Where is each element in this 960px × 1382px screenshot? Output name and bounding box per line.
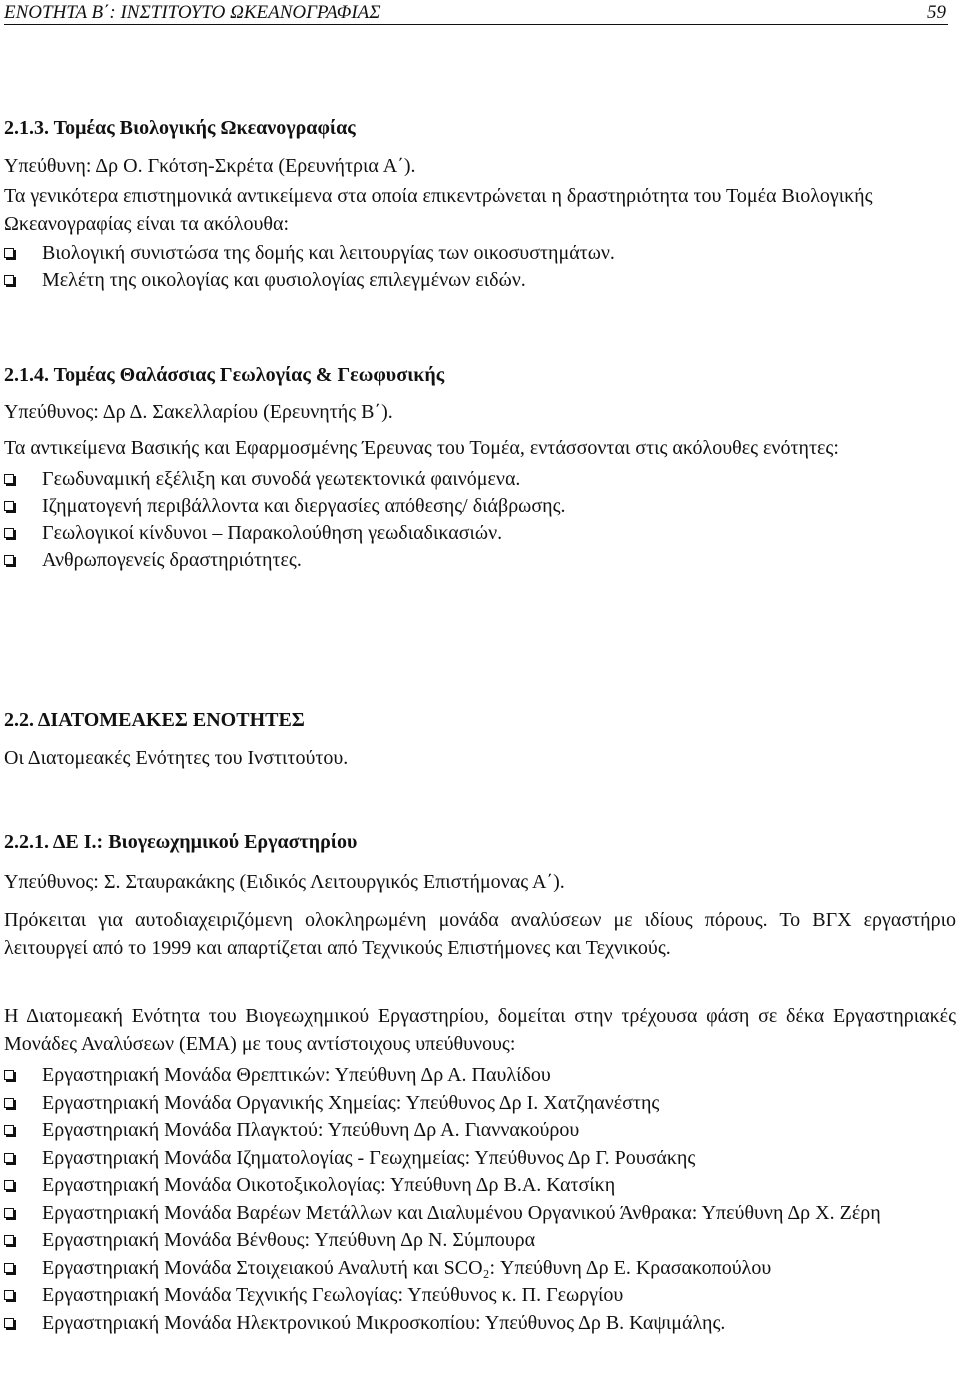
checkbox-bullet-icon (4, 1290, 14, 1300)
list-item: Γεωδυναμική εξέλιξη και συνοδά γεωτεκτονικά φαινόμενα. (4, 466, 956, 493)
checkbox-bullet-icon (4, 555, 14, 565)
checkbox-bullet-icon (4, 1235, 14, 1245)
checkbox-bullet-icon (4, 248, 14, 258)
list-item: Βιολογική συνιστώσα της δομής και λειτουργίας των οικοσυστημάτων. (4, 240, 956, 267)
page-number: 59 (927, 2, 946, 23)
responsible-line: Υπεύθυνος: Δρ Δ. Σακελλαρίου (Ερευνητής Β΄). (4, 401, 393, 423)
checkbox-bullet-icon (4, 474, 14, 484)
bullet-list (4, 466, 956, 574)
section-biological-oceanography (4, 114, 956, 294)
checkbox-bullet-icon (4, 528, 14, 538)
bullet-list (4, 240, 956, 294)
list-item: Εργαστηριακή Μονάδα Θρεπτικών: Υπεύθυνη Δρ Α. Παυλίδου (4, 1062, 956, 1090)
section-marine-geology (4, 361, 956, 574)
checkbox-bullet-icon (4, 1208, 14, 1218)
list-item: Γεωλογικοί κίνδυνοι – Παρακολούθηση γεωδιαδικασιών. (4, 520, 956, 547)
checkbox-bullet-icon (4, 1318, 14, 1328)
list-item: Ιζηματογενή περιβάλλοντα και διεργασίες απόθεσης/ διάβρωσης. (4, 493, 956, 520)
section-biogeochemical-lab (4, 828, 956, 1337)
lab-structure-paragraph: Η Διατομεακή Ενότητα του Βιογεωχημικού Εργαστηρίου, δομείται στην τρέχουσα φάση σε δέκα Εργαστηριακές Μονάδες Αναλύσεων (ΕΜΑ) με τους αντίστοιχους υπεύθυνους: (4, 1005, 956, 1055)
section-heading: 2.1.4. Τομέας Θαλάσσιας Γεωλογίας & Γεωφυσικής (4, 364, 445, 386)
intro-paragraph: Τα γενικότερα επιστημονικά αντικείμενα στα οποία επικεντρώνεται η δραστηριότητα του Τομέα Βιολογικής Ωκεανογραφίας είναι τα ακόλουθα: (4, 185, 873, 235)
list-item: Εργαστηριακή Μονάδα Τεχνικής Γεωλογίας: Υπεύθυνος κ. Π. Γεωργίου (4, 1282, 956, 1310)
checkbox-bullet-icon (4, 1125, 14, 1135)
list-item: Μελέτη της οικολογίας και φυσιολογίας επιλεγμένων ειδών. (4, 267, 956, 294)
list-item: Εργαστηριακή Μονάδα Οργανικής Χημείας: Υπεύθυνος Δρ Ι. Χατζηανέστης (4, 1090, 956, 1118)
section-heading: 2.2. ΔΙΑΤΟΜΕΑΚΕΣ ΕΝΟΤΗΤΕΣ (4, 709, 305, 731)
header-title: ΕΝΟΤΗΤΑ Β΄: ΙΝΣΤΙΤΟΥΤΟ ΩΚΕΑΝΟΓΡΑΦΙΑΣ (4, 2, 381, 23)
section-interdepartmental-units (4, 706, 956, 772)
responsible-line: Υπεύθυνη: Δρ Ο. Γκότση-Σκρέτα (Ερευνήτρια Α΄). (4, 155, 416, 177)
section-heading: 2.1.3. Τομέας Βιολογικής Ωκεανογραφίας (4, 117, 356, 139)
section-text: Οι Διατομεακές Ενότητες του Ινστιτούτου. (4, 747, 349, 769)
checkbox-bullet-icon (4, 1070, 14, 1080)
lab-description-paragraph: Πρόκειται για αυτοδιαχειριζόμενη ολοκληρωμένη μονάδα αναλύσεων με ιδίους πόρους. Το ΒΓΧ εργαστήριο λειτουργεί από το 1999 και απαρτίζεται από Τεχνικούς Επιστήμονες και Τεχνικούς. (4, 909, 956, 959)
list-item: Εργαστηριακή Μονάδα Ηλεκτρονικού Μικροσκοπίου: Υπεύθυνος Δρ Β. Καψιμάλης. (4, 1310, 956, 1338)
running-header (4, 0, 948, 25)
checkbox-bullet-icon (4, 1180, 14, 1190)
section-heading: 2.2.1. ΔΕ Ι.: Βιογεωχημικού Εργαστηρίου (4, 831, 358, 853)
list-item: Εργαστηριακή Μονάδα Βαρέων Μετάλλων και Διαλυμένου Οργανικού Άνθρακα: Υπεύθυνη Δρ Χ. Ζέρη (4, 1200, 956, 1228)
checkbox-bullet-icon (4, 1098, 14, 1108)
list-item: Εργαστηριακή Μονάδα Ιζηματολογίας - Γεωχημείας: Υπεύθυνος Δρ Γ. Ρουσάκης (4, 1145, 956, 1173)
checkbox-bullet-icon (4, 1263, 14, 1273)
checkbox-bullet-icon (4, 275, 14, 285)
list-item: Εργαστηριακή Μονάδα Στοιχειακού Αναλυτή και SCO₂: Υπεύθυνη Δρ Ε. Κρασακοπούλου (4, 1255, 956, 1283)
checkbox-bullet-icon (4, 501, 14, 511)
lab-units-list (4, 1062, 956, 1337)
intro-paragraph: Τα αντικείμενα Βασικής και Εφαρμοσμένης Έρευνας του Τομέα, εντάσσονται στις ακόλουθες ενότητες: (4, 437, 839, 459)
list-item: Εργαστηριακή Μονάδα Βένθους: Υπεύθυνη Δρ Ν. Σύμπουρα (4, 1227, 956, 1255)
list-item: Εργαστηριακή Μονάδα Πλαγκτού: Υπεύθυνη Δρ Α. Γιαννακούρου (4, 1117, 956, 1145)
responsible-line: Υπεύθυνος: Σ. Σταυρακάκης (Ειδικός Λειτουργικός Επιστήμονας Α΄). (4, 871, 565, 893)
checkbox-bullet-icon (4, 1153, 14, 1163)
list-item: Εργαστηριακή Μονάδα Οικοτοξικολογίας: Υπεύθυνη Δρ Β.Α. Κατσίκη (4, 1172, 956, 1200)
list-item: Ανθρωπογενείς δραστηριότητες. (4, 547, 956, 574)
